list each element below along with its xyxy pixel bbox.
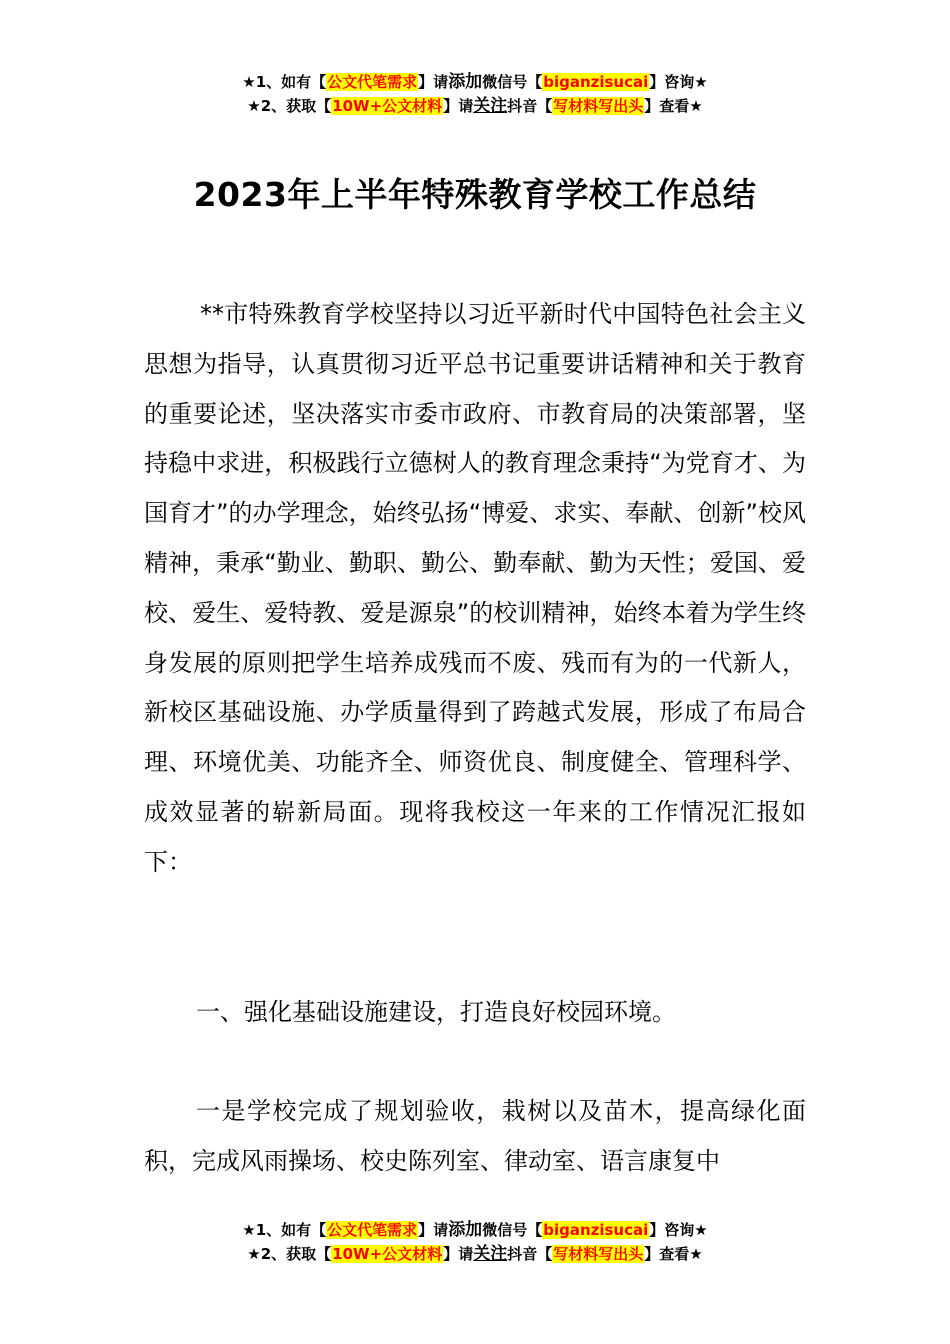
ad-line-2: ★2、获取【10W+公文材料】请关注抖音【写材料写出头】查看★ <box>247 1244 703 1264</box>
section-heading-1: 一、强化基础设施建设，打造良好校园环境。 <box>196 998 676 1026</box>
ad-highlight-materials: 10W+公文材料 <box>332 97 443 115</box>
ad-highlight-wechat-id: biganzisucai <box>543 1221 649 1239</box>
ad-highlight-service: 公文代笔需求 <box>327 1221 418 1239</box>
ad-highlight-wechat-id: biganzisucai <box>543 73 649 91</box>
paragraph-section-1-item-1: 一是学校完成了规划验收，栽树以及苗木，提高绿化面积，完成风雨操场、校史陈列室、律动室、语言康复中 <box>144 1097 806 1175</box>
paragraph-intro: **市特殊教育学校坚持以习近平新时代中国特色社会主义思想为指导，认真贯彻习近平总书记重要讲话精神和关于教育的重要论述，坚决落实市委市政府、市教育局的决策部署，坚持稳中求进，积极践行立德树人的教育理念秉持“为党育才、为国育才”的办学理念，始终弘扬“博爱、求实、奉献、创新”校风精神，秉承“勤业、勤职、勤公、勤奉献、勤为天性；爱国、爱校、爱生、爱特教、爱是源泉”的校训精神，始终本着为学生终身发展的原则把学生培养成残而不废、残而有为的一代新人，新校区基础设施、办学质量得到了跨越式发展，形成了布局合理、环境优美、功能齐全、师资优良、制度健全、管理科学、成效显著的崭新局面。现将我校这一年来的工作情况汇报如下： <box>144 300 806 876</box>
ad-highlight-service: 公文代笔需求 <box>327 73 418 91</box>
document-title: 2023年上半年特殊教育学校工作总结 <box>193 175 757 215</box>
ad-line-1: ★1、如有【公文代笔需求】请添加微信号【biganzisucai】咨询★ <box>242 1220 708 1240</box>
ad-line-1: ★1、如有【公文代笔需求】请添加微信号【biganzisucai】咨询★ <box>242 72 708 92</box>
ad-highlight-douyin-id: 写材料写出头 <box>553 97 644 115</box>
ad-highlight-materials: 10W+公文材料 <box>332 1245 443 1263</box>
ad-highlight-douyin-id: 写材料写出头 <box>553 1245 644 1263</box>
footer-ad-banner <box>0 1218 950 1266</box>
ad-line-2: ★2、获取【10W+公文材料】请关注抖音【写材料写出头】查看★ <box>247 96 703 116</box>
header-ad-banner <box>0 70 950 118</box>
